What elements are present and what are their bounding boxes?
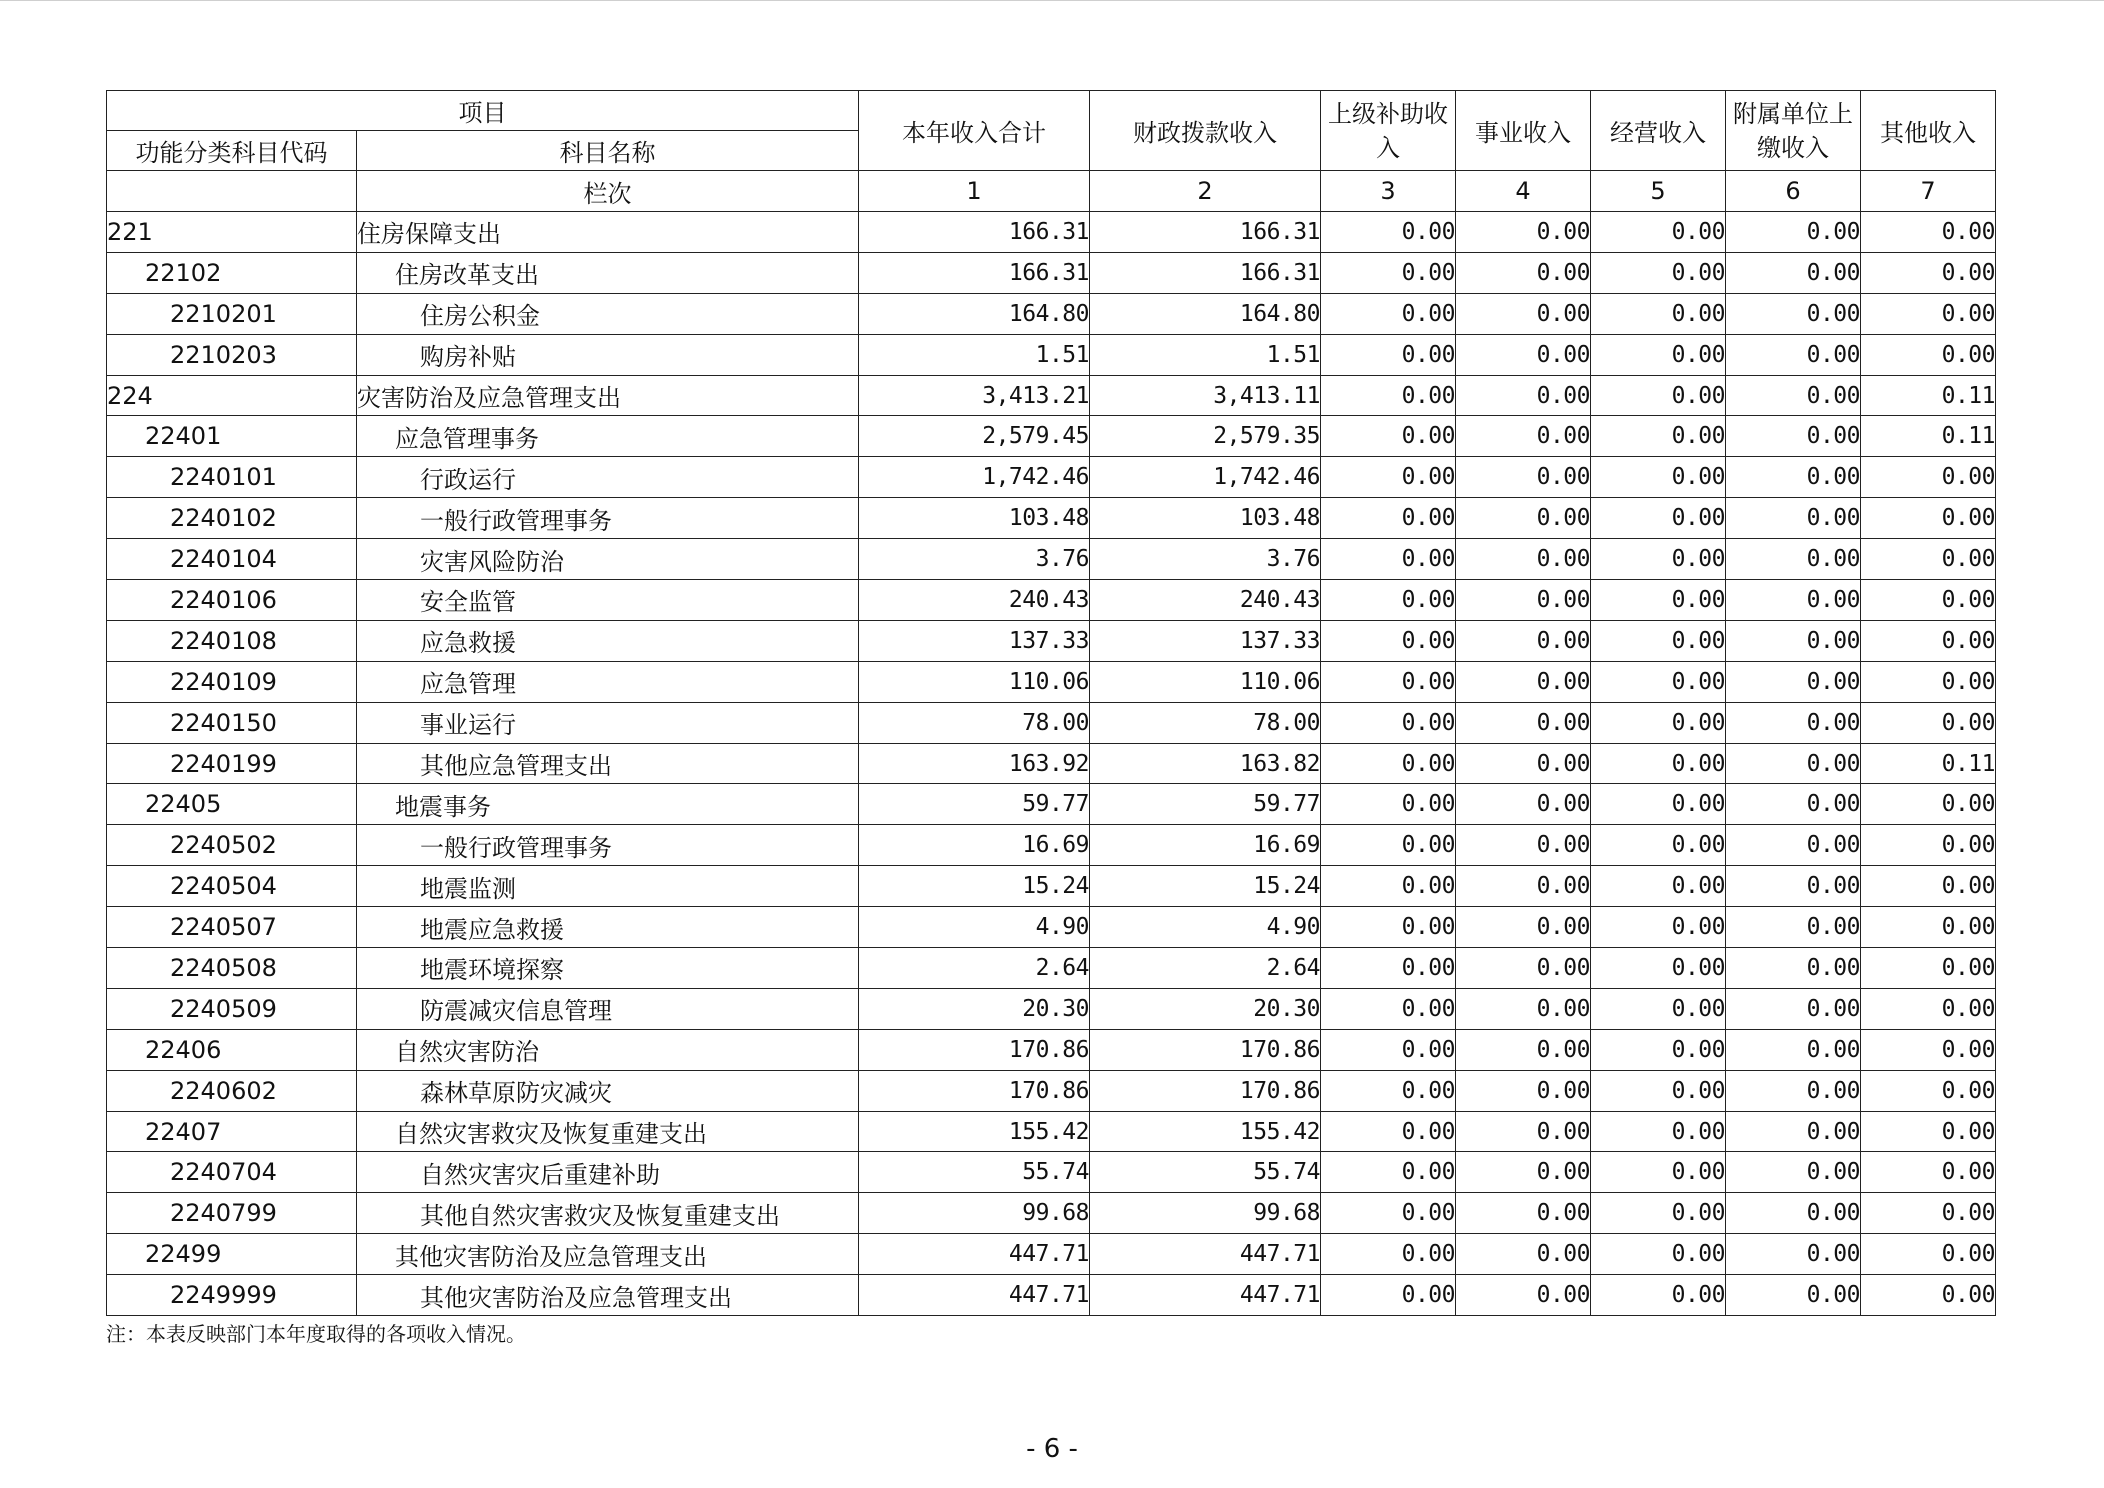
subject-name: 住房改革支出 [357,252,859,293]
amount-cell: 0.00 [1726,661,1861,702]
amount-cell: 0.00 [1861,252,1996,293]
subject-name: 行政运行 [357,457,859,498]
subject-name: 自然灾害灾后重建补助 [357,1152,859,1193]
amount-cell: 0.00 [1861,825,1996,866]
subject-code: 22401 [107,416,357,457]
amount-cell: 0.00 [1456,580,1591,621]
amount-cell: 0.00 [1726,252,1861,293]
amount-cell: 110.06 [859,661,1090,702]
table-row [107,661,1996,702]
amount-cell: 0.00 [1861,661,1996,702]
amount-cell: 1.51 [859,334,1090,375]
amount-cell: 166.31 [859,212,1090,253]
subject-code: 2240602 [107,1070,357,1111]
amount-cell: 16.69 [1090,825,1321,866]
table-row [107,1234,1996,1275]
header-superior-subsidy: 上级补助收入 [1321,91,1456,171]
amount-cell: 240.43 [1090,580,1321,621]
amount-cell: 0.00 [1861,1111,1996,1152]
subject-code: 22405 [107,784,357,825]
amount-cell: 110.06 [1090,661,1321,702]
amount-cell: 240.43 [859,580,1090,621]
amount-cell: 0.00 [1861,1234,1996,1275]
subject-name: 购房补贴 [357,334,859,375]
amount-cell: 0.00 [1726,1070,1861,1111]
table-row [107,702,1996,743]
amount-cell: 0.11 [1861,416,1996,457]
amount-cell: 0.00 [1861,539,1996,580]
subject-name: 自然灾害救灾及恢复重建支出 [357,1111,859,1152]
amount-cell: 0.00 [1591,252,1726,293]
subject-name: 应急管理事务 [357,416,859,457]
amount-cell: 0.00 [1726,784,1861,825]
amount-cell: 166.31 [1090,212,1321,253]
subject-name: 其他灾害防治及应急管理支出 [357,1234,859,1275]
amount-cell: 0.00 [1861,1193,1996,1234]
amount-cell: 0.00 [1591,1111,1726,1152]
amount-cell: 0.00 [1321,498,1456,539]
amount-cell: 0.00 [1321,580,1456,621]
subject-name: 安全监管 [357,580,859,621]
table-row [107,620,1996,661]
amount-cell: 0.00 [1591,702,1726,743]
amount-cell: 0.00 [1321,334,1456,375]
amount-cell: 0.00 [1591,498,1726,539]
amount-cell: 166.31 [859,252,1090,293]
amount-cell: 0.00 [1591,907,1726,948]
amount-cell: 0.00 [1456,1070,1591,1111]
amount-cell: 4.90 [1090,907,1321,948]
amount-cell: 0.00 [1321,948,1456,989]
amount-cell: 1,742.46 [1090,457,1321,498]
amount-cell: 0.00 [1456,948,1591,989]
amount-cell: 0.00 [1591,1070,1726,1111]
amount-cell: 0.00 [1321,1193,1456,1234]
amount-cell: 166.31 [1090,252,1321,293]
table-row [107,1111,1996,1152]
subject-code: 2240109 [107,661,357,702]
amount-cell: 0.00 [1321,988,1456,1029]
amount-cell: 0.00 [1726,1193,1861,1234]
subject-code: 2210203 [107,334,357,375]
header-column-number: 2 [1090,171,1321,212]
table-row [107,825,1996,866]
subject-code: 2240108 [107,620,357,661]
amount-cell: 0.00 [1456,988,1591,1029]
subject-code: 2240509 [107,988,357,1029]
amount-cell: 0.00 [1861,866,1996,907]
amount-cell: 0.00 [1591,620,1726,661]
amount-cell: 78.00 [1090,702,1321,743]
amount-cell: 59.77 [1090,784,1321,825]
amount-cell: 0.00 [1591,334,1726,375]
amount-cell: 3,413.11 [1090,375,1321,416]
amount-cell: 0.00 [1321,375,1456,416]
table-row [107,1070,1996,1111]
amount-cell: 0.00 [1726,702,1861,743]
subject-code: 22406 [107,1029,357,1070]
table-footnote: 注：本表反映部门本年度取得的各项收入情况。 [106,1322,526,1346]
amount-cell: 0.00 [1321,661,1456,702]
amount-cell: 0.00 [1321,293,1456,334]
subject-code: 2240102 [107,498,357,539]
amount-cell: 0.00 [1726,457,1861,498]
amount-cell: 0.00 [1456,1111,1591,1152]
amount-cell: 0.00 [1591,1152,1726,1193]
header-column-number: 5 [1591,171,1726,212]
amount-cell: 0.00 [1456,334,1591,375]
amount-cell: 0.00 [1456,539,1591,580]
header-column-index-row [107,171,1996,212]
amount-cell: 0.00 [1456,825,1591,866]
amount-cell: 0.00 [1861,498,1996,539]
amount-cell: 103.48 [1090,498,1321,539]
amount-cell: 0.00 [1456,498,1591,539]
amount-cell: 0.00 [1591,212,1726,253]
subject-name: 防震减灾信息管理 [357,988,859,1029]
subject-code: 221 [107,212,357,253]
subject-name: 其他自然灾害救灾及恢复重建支出 [357,1193,859,1234]
subject-code: 2240199 [107,743,357,784]
table-row [107,252,1996,293]
amount-cell: 0.00 [1321,1152,1456,1193]
amount-cell: 0.00 [1861,620,1996,661]
amount-cell: 0.00 [1321,1029,1456,1070]
header-business: 事业收入 [1456,91,1591,171]
amount-cell: 0.00 [1726,212,1861,253]
amount-cell: 0.00 [1726,948,1861,989]
amount-cell: 0.00 [1456,457,1591,498]
subject-name: 森林草原防灾减灾 [357,1070,859,1111]
amount-cell: 0.00 [1591,1234,1726,1275]
amount-cell: 0.00 [1861,334,1996,375]
amount-cell: 0.11 [1861,375,1996,416]
amount-cell: 0.00 [1591,825,1726,866]
subject-name: 其他应急管理支出 [357,743,859,784]
header-affiliated: 附属单位上缴收入 [1726,91,1861,171]
header-project: 项目 [107,91,859,131]
header-total: 本年收入合计 [859,91,1090,171]
amount-cell: 3,413.21 [859,375,1090,416]
subject-code: 2240799 [107,1193,357,1234]
amount-cell: 0.00 [1321,702,1456,743]
table-row [107,212,1996,253]
subject-name: 灾害防治及应急管理支出 [357,375,859,416]
amount-cell: 170.86 [859,1070,1090,1111]
subject-code: 2210201 [107,293,357,334]
subject-code: 2240104 [107,539,357,580]
amount-cell: 0.00 [1726,825,1861,866]
amount-cell: 0.00 [1456,416,1591,457]
amount-cell: 0.00 [1726,907,1861,948]
amount-cell: 0.00 [1726,375,1861,416]
amount-cell: 0.00 [1321,743,1456,784]
amount-cell: 2,579.45 [859,416,1090,457]
table-row [107,416,1996,457]
amount-cell: 447.71 [1090,1275,1321,1316]
table-row [107,1152,1996,1193]
amount-cell: 15.24 [859,866,1090,907]
amount-cell: 0.00 [1726,416,1861,457]
amount-cell: 0.00 [1591,416,1726,457]
amount-cell: 0.00 [1591,580,1726,621]
header-column-number: 4 [1456,171,1591,212]
table-row [107,866,1996,907]
amount-cell: 0.00 [1591,293,1726,334]
amount-cell: 0.00 [1456,702,1591,743]
amount-cell: 55.74 [859,1152,1090,1193]
amount-cell: 1.51 [1090,334,1321,375]
amount-cell: 0.00 [1456,866,1591,907]
subject-code: 2240150 [107,702,357,743]
subject-name: 住房保障支出 [357,212,859,253]
page-number: - 6 - [1026,1434,1078,1464]
amount-cell: 0.00 [1456,620,1591,661]
amount-cell: 155.42 [859,1111,1090,1152]
amount-cell: 0.00 [1321,416,1456,457]
amount-cell: 20.30 [859,988,1090,1029]
amount-cell: 0.00 [1726,866,1861,907]
header-column-index-label: 栏次 [357,171,859,212]
amount-cell: 0.00 [1726,1029,1861,1070]
amount-cell: 0.00 [1591,948,1726,989]
subject-code: 2240508 [107,948,357,989]
amount-cell: 0.00 [1321,457,1456,498]
table-row [107,907,1996,948]
amount-cell: 99.68 [859,1193,1090,1234]
header-column-number: 7 [1861,171,1996,212]
amount-cell: 447.71 [1090,1234,1321,1275]
amount-cell: 0.00 [1726,334,1861,375]
amount-cell: 163.82 [1090,743,1321,784]
subject-code: 2240504 [107,866,357,907]
amount-cell: 55.74 [1090,1152,1321,1193]
amount-cell: 0.00 [1456,212,1591,253]
amount-cell: 0.00 [1861,702,1996,743]
amount-cell: 0.00 [1861,948,1996,989]
amount-cell: 163.92 [859,743,1090,784]
amount-cell: 0.00 [1861,1275,1996,1316]
table-row [107,1275,1996,1316]
amount-cell: 0.00 [1321,1275,1456,1316]
table-row [107,1193,1996,1234]
amount-cell: 0.00 [1726,539,1861,580]
amount-cell: 2,579.35 [1090,416,1321,457]
subject-name: 事业运行 [357,702,859,743]
amount-cell: 15.24 [1090,866,1321,907]
table-row [107,498,1996,539]
subject-code: 2240507 [107,907,357,948]
subject-name: 地震环境探察 [357,948,859,989]
amount-cell: 0.00 [1726,743,1861,784]
header-name-column: 科目名称 [357,131,859,171]
subject-name: 其他灾害防治及应急管理支出 [357,1275,859,1316]
amount-cell: 0.00 [1591,457,1726,498]
amount-cell: 0.00 [1591,1275,1726,1316]
subject-name: 一般行政管理事务 [357,498,859,539]
amount-cell: 0.00 [1321,1070,1456,1111]
subject-name: 应急管理 [357,661,859,702]
amount-cell: 170.86 [859,1029,1090,1070]
amount-cell: 0.00 [1861,1070,1996,1111]
amount-cell: 0.00 [1591,866,1726,907]
subject-name: 一般行政管理事务 [357,825,859,866]
table-row [107,1029,1996,1070]
amount-cell: 3.76 [859,539,1090,580]
amount-cell: 0.00 [1861,580,1996,621]
table-row [107,457,1996,498]
subject-code: 2240101 [107,457,357,498]
amount-cell: 4.90 [859,907,1090,948]
subject-code: 224 [107,375,357,416]
amount-cell: 0.00 [1456,1275,1591,1316]
amount-cell: 0.00 [1321,212,1456,253]
amount-cell: 0.00 [1861,907,1996,948]
amount-cell: 0.00 [1726,1275,1861,1316]
subject-code: 2249999 [107,1275,357,1316]
subject-name: 灾害风险防治 [357,539,859,580]
amount-cell: 0.00 [1321,907,1456,948]
amount-cell: 0.00 [1456,1234,1591,1275]
amount-cell: 164.80 [1090,293,1321,334]
amount-cell: 0.00 [1726,293,1861,334]
amount-cell: 59.77 [859,784,1090,825]
amount-cell: 1,742.46 [859,457,1090,498]
amount-cell: 0.00 [1456,1193,1591,1234]
amount-cell: 0.00 [1591,539,1726,580]
amount-cell: 0.00 [1591,375,1726,416]
amount-cell: 164.80 [859,293,1090,334]
amount-cell: 0.00 [1456,907,1591,948]
table-row [107,539,1996,580]
amount-cell: 78.00 [859,702,1090,743]
amount-cell: 0.00 [1726,1111,1861,1152]
amount-cell: 137.33 [1090,620,1321,661]
page-top-rule [0,0,2104,1]
amount-cell: 0.00 [1321,825,1456,866]
amount-cell: 0.00 [1726,620,1861,661]
amount-cell: 170.86 [1090,1029,1321,1070]
amount-cell: 103.48 [859,498,1090,539]
amount-cell: 0.00 [1861,1029,1996,1070]
amount-cell: 0.00 [1456,661,1591,702]
amount-cell: 2.64 [1090,948,1321,989]
amount-cell: 0.00 [1591,1029,1726,1070]
amount-cell: 0.00 [1726,988,1861,1029]
amount-cell: 3.76 [1090,539,1321,580]
table-row [107,948,1996,989]
amount-cell: 137.33 [859,620,1090,661]
subject-code: 22102 [107,252,357,293]
table-body [107,212,1996,1316]
table-row [107,743,1996,784]
amount-cell: 99.68 [1090,1193,1321,1234]
amount-cell: 0.00 [1456,252,1591,293]
amount-cell: 0.00 [1726,1234,1861,1275]
amount-cell: 0.00 [1321,252,1456,293]
amount-cell: 155.42 [1090,1111,1321,1152]
table-row [107,334,1996,375]
amount-cell: 0.00 [1591,784,1726,825]
amount-cell: 0.00 [1726,1152,1861,1193]
amount-cell: 0.00 [1456,293,1591,334]
table-row [107,988,1996,1029]
amount-cell: 447.71 [859,1234,1090,1275]
amount-cell: 0.00 [1861,457,1996,498]
amount-cell: 0.00 [1861,293,1996,334]
header-column-number: 3 [1321,171,1456,212]
amount-cell: 0.00 [1321,866,1456,907]
amount-cell: 0.00 [1591,661,1726,702]
table-row [107,784,1996,825]
subject-name: 地震事务 [357,784,859,825]
amount-cell: 0.00 [1321,1111,1456,1152]
subject-name: 住房公积金 [357,293,859,334]
amount-cell: 0.00 [1591,1193,1726,1234]
header-operating: 经营收入 [1591,91,1726,171]
amount-cell: 0.00 [1456,1029,1591,1070]
subject-code: 2240704 [107,1152,357,1193]
header-code-column: 功能分类科目代码 [107,131,357,171]
amount-cell: 0.00 [1726,580,1861,621]
amount-cell: 0.00 [1456,743,1591,784]
subject-code: 2240106 [107,580,357,621]
amount-cell: 0.00 [1456,375,1591,416]
amount-cell: 0.00 [1321,620,1456,661]
amount-cell: 0.00 [1861,988,1996,1029]
amount-cell: 20.30 [1090,988,1321,1029]
header-other: 其他收入 [1861,91,1996,171]
amount-cell: 0.00 [1861,784,1996,825]
amount-cell: 0.00 [1321,539,1456,580]
amount-cell: 0.00 [1726,498,1861,539]
amount-cell: 0.00 [1591,988,1726,1029]
amount-cell: 2.64 [859,948,1090,989]
amount-cell: 170.86 [1090,1070,1321,1111]
amount-cell: 0.00 [1321,1234,1456,1275]
header-fiscal: 财政拨款收入 [1090,91,1321,171]
subject-code: 22499 [107,1234,357,1275]
amount-cell: 447.71 [859,1275,1090,1316]
amount-cell: 0.00 [1456,784,1591,825]
income-table [106,90,1996,1316]
header-column-number: 6 [1726,171,1861,212]
amount-cell: 16.69 [859,825,1090,866]
header-row-top [107,91,1996,131]
amount-cell: 0.00 [1321,784,1456,825]
amount-cell: 0.00 [1861,1152,1996,1193]
amount-cell: 0.00 [1591,743,1726,784]
subject-name: 地震监测 [357,866,859,907]
subject-code: 22407 [107,1111,357,1152]
amount-cell: 0.11 [1861,743,1996,784]
amount-cell: 0.00 [1456,1152,1591,1193]
table-row [107,580,1996,621]
header-column-number: 1 [859,171,1090,212]
subject-name: 地震应急救援 [357,907,859,948]
subject-name: 应急救援 [357,620,859,661]
table-row [107,375,1996,416]
subject-code: 2240502 [107,825,357,866]
table-row [107,293,1996,334]
subject-name: 自然灾害防治 [357,1029,859,1070]
header-empty-cell [107,171,357,212]
amount-cell: 0.00 [1861,212,1996,253]
